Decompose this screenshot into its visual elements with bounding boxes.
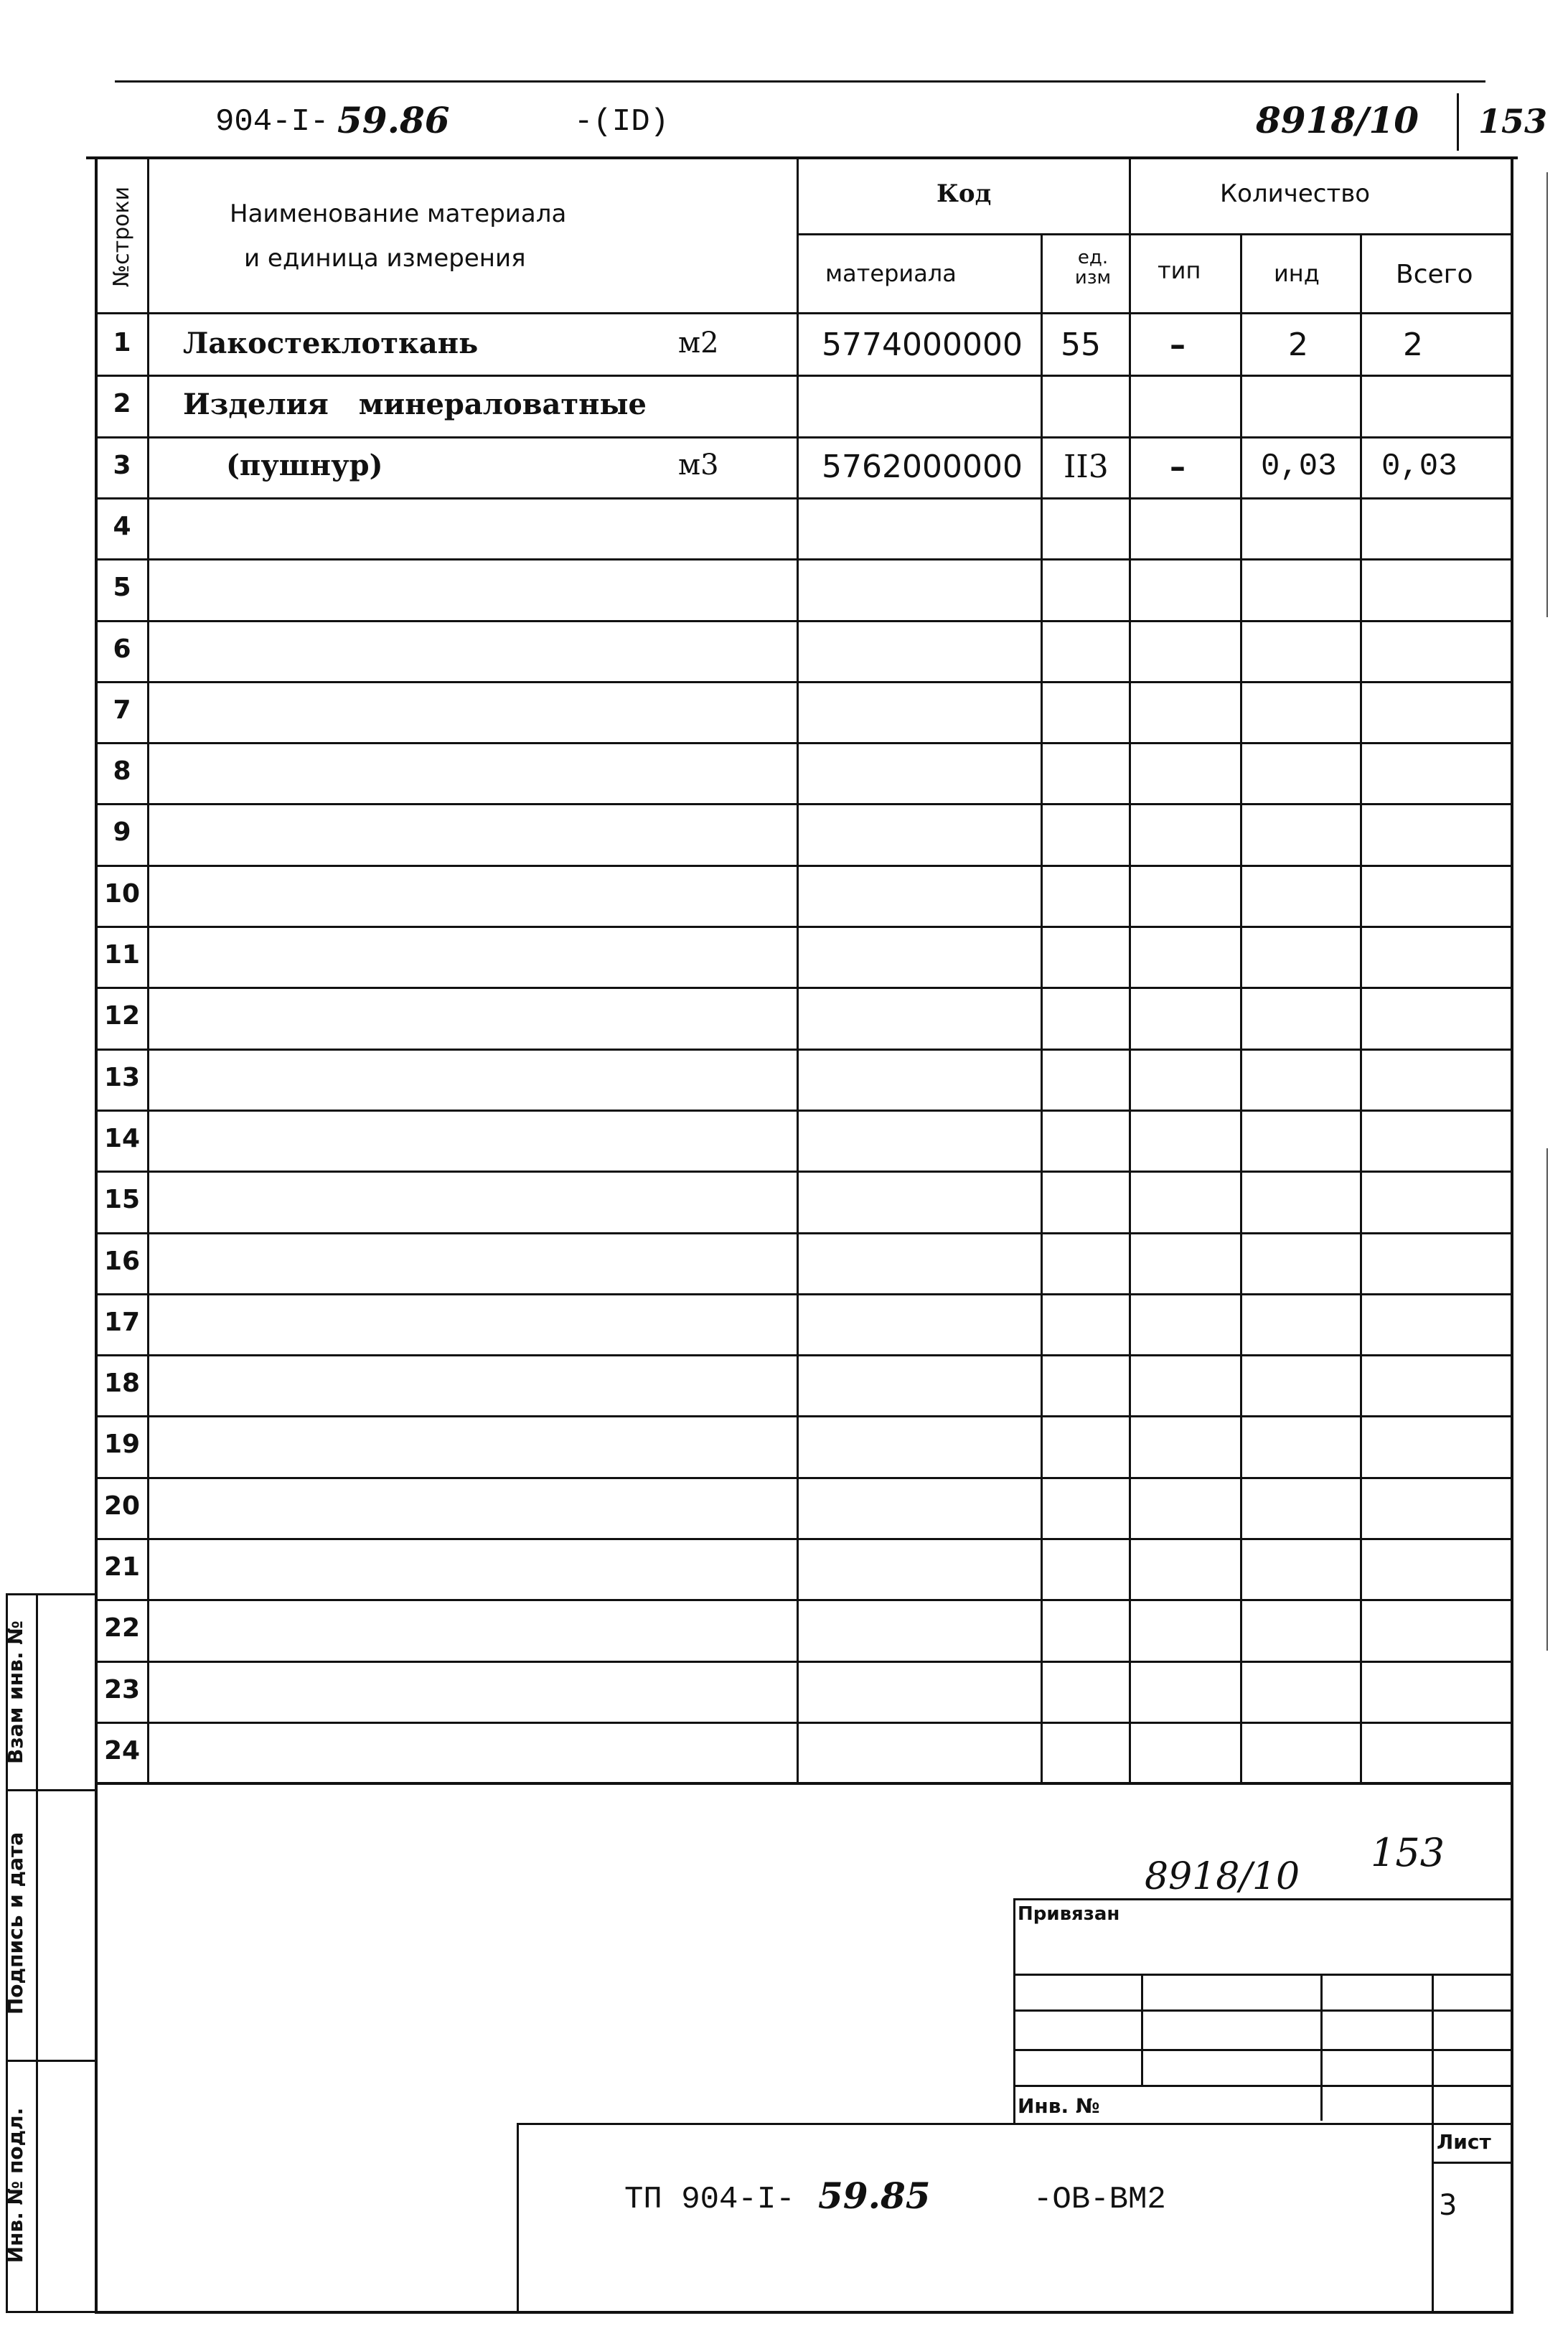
row-divider bbox=[95, 1232, 1511, 1234]
tb-main-left bbox=[517, 2123, 519, 2311]
row-divider bbox=[95, 375, 1511, 377]
row2-name: Изделия минераловатные bbox=[183, 388, 647, 421]
row1-code: 5774000000 bbox=[822, 327, 1023, 363]
row-divider bbox=[95, 803, 1511, 805]
row-number: 2 bbox=[113, 389, 131, 419]
row-number: 20 bbox=[103, 1491, 141, 1521]
col-line-code bbox=[1041, 233, 1043, 1782]
row1-type: – bbox=[1170, 327, 1186, 363]
row-number: 12 bbox=[103, 1001, 141, 1031]
doc-code-prefix: 904-I- bbox=[215, 104, 329, 140]
title-page-handwritten: 153 bbox=[1371, 1830, 1445, 1875]
row-number: 15 bbox=[103, 1185, 141, 1215]
row-number: 9 bbox=[113, 817, 131, 848]
frame-left-border bbox=[95, 156, 98, 2313]
page-number-handwritten: 153 bbox=[1478, 102, 1548, 141]
scan-edge-mark-bottom bbox=[1546, 1148, 1548, 1651]
tb-rule-1 bbox=[1013, 1974, 1511, 1976]
header-bottom-rule bbox=[95, 312, 1511, 314]
tb-rule-2 bbox=[1013, 2009, 1511, 2012]
doc-designation-handwritten: 59.85 bbox=[818, 2175, 931, 2217]
row-divider bbox=[95, 1171, 1511, 1173]
row-number: 23 bbox=[103, 1674, 141, 1704]
frame-bottom-border bbox=[95, 2311, 1513, 2314]
row-number: 16 bbox=[103, 1246, 141, 1276]
row-divider bbox=[95, 987, 1511, 989]
row-divider bbox=[95, 1477, 1511, 1479]
row-divider bbox=[95, 1722, 1511, 1724]
col-header-total: Всего bbox=[1396, 260, 1473, 289]
margin-bottom-rule bbox=[6, 2311, 97, 2313]
row-number: 8 bbox=[113, 756, 131, 787]
row-divider bbox=[95, 865, 1511, 867]
tb-rule-top bbox=[1013, 1898, 1511, 1900]
margin-vzam-inv: Взам инв. № bbox=[4, 1621, 27, 1764]
row-divider bbox=[95, 620, 1511, 622]
scan-edge-mark-top bbox=[1546, 172, 1548, 617]
doc-designation-prefix: ТП 904-I- bbox=[624, 2182, 795, 2218]
row-divider bbox=[95, 1415, 1511, 1417]
row-number: 22 bbox=[103, 1613, 141, 1643]
row-number: 13 bbox=[103, 1062, 141, 1092]
row-divider bbox=[95, 558, 1511, 561]
top-rule bbox=[115, 80, 1485, 83]
row-divider bbox=[95, 742, 1511, 744]
row3-unit-code: II3 bbox=[1064, 449, 1109, 485]
row1-total: 2 bbox=[1403, 327, 1423, 363]
row-number: 19 bbox=[103, 1430, 141, 1460]
row1-unit-code: 55 bbox=[1061, 327, 1101, 363]
row-number: 6 bbox=[113, 634, 131, 664]
row-number: 24 bbox=[103, 1735, 141, 1765]
row-number: 14 bbox=[103, 1123, 141, 1153]
row3-total: 0,03 bbox=[1381, 449, 1457, 484]
sheet-label: Лист bbox=[1437, 2130, 1491, 2154]
col-header-quantity: Количество bbox=[1220, 179, 1371, 208]
col-header-type: тип bbox=[1158, 257, 1201, 284]
sheet-number: 3 bbox=[1439, 2189, 1457, 2222]
row-divider bbox=[95, 1661, 1511, 1663]
tb-sheet-rule bbox=[1432, 2162, 1511, 2164]
row-number: 5 bbox=[113, 573, 131, 603]
tb-rule-3 bbox=[1013, 2049, 1511, 2051]
row-divider bbox=[95, 1049, 1511, 1051]
row3-ind: 0,03 bbox=[1261, 449, 1337, 484]
col-line-type bbox=[1240, 233, 1242, 1782]
doc-designation-suffix: -ОВ-ВМ2 bbox=[1033, 2182, 1166, 2218]
col-header-name-line2: и единица измерения bbox=[244, 244, 526, 273]
row3-unit: м3 bbox=[678, 449, 719, 482]
row3-name: (пушнур) bbox=[226, 449, 383, 482]
doc-suffix: -(ID) bbox=[574, 104, 670, 140]
row-divider bbox=[95, 681, 1511, 683]
title-inventory-handwritten: 8918/10 bbox=[1145, 1855, 1300, 1898]
col-header-ind: инд bbox=[1274, 260, 1320, 287]
inv-no-label: Инв. № bbox=[1018, 2094, 1100, 2118]
row-divider bbox=[95, 1293, 1511, 1295]
tb-col-3 bbox=[1432, 1974, 1434, 2311]
margin-rule-1 bbox=[6, 1789, 97, 1791]
row1-ind: 2 bbox=[1288, 327, 1308, 363]
row3-type: – bbox=[1170, 449, 1186, 485]
col-header-name-line1: Наименование материала bbox=[230, 200, 567, 228]
margin-sign-date: Подпись и дата bbox=[4, 1832, 27, 2015]
header-divider bbox=[1457, 93, 1459, 151]
col-header-material-code: материала bbox=[825, 260, 957, 287]
row1-unit: м2 bbox=[678, 327, 719, 360]
table-top-border bbox=[86, 156, 1518, 159]
row-divider bbox=[95, 926, 1511, 928]
col-header-unit-code: ед. изм bbox=[1074, 247, 1112, 289]
doc-code-handwritten: 59.86 bbox=[337, 99, 450, 141]
col-header-code: Код bbox=[936, 179, 992, 208]
margin-top-rule bbox=[6, 1593, 97, 1595]
tb-rule-4 bbox=[1013, 2085, 1511, 2087]
row-number: 10 bbox=[103, 878, 141, 909]
header-mid-rule bbox=[797, 233, 1511, 235]
privyazan-label: Привязан bbox=[1018, 1903, 1120, 1925]
row-number: 21 bbox=[103, 1552, 141, 1582]
row-number: 17 bbox=[103, 1307, 141, 1337]
row-divider bbox=[95, 1538, 1511, 1540]
col-line-ind bbox=[1360, 233, 1362, 1782]
row-number: 1 bbox=[113, 328, 131, 357]
row3-code: 5762000000 bbox=[822, 449, 1023, 485]
margin-inner-line bbox=[36, 1593, 38, 2311]
inventory-number-handwritten: 8918/10 bbox=[1256, 99, 1419, 141]
row-number: 7 bbox=[113, 695, 131, 725]
row1-name: Лакостеклоткань bbox=[183, 327, 479, 360]
tb-main-top bbox=[517, 2123, 1511, 2125]
tb-col-2 bbox=[1320, 1974, 1323, 2121]
frame-right-border bbox=[1511, 156, 1513, 2313]
row-divider bbox=[95, 1354, 1511, 1356]
row-divider bbox=[95, 436, 1511, 438]
margin-inv-podl: Инв. № подл. bbox=[4, 2107, 27, 2264]
row-divider bbox=[95, 1110, 1511, 1112]
margin-rule-2 bbox=[6, 2060, 97, 2062]
row-divider bbox=[95, 1599, 1511, 1601]
row-divider bbox=[95, 497, 1511, 500]
row-number: 18 bbox=[103, 1369, 141, 1399]
col-header-row-number: №строки bbox=[109, 186, 134, 288]
row-number: 3 bbox=[113, 450, 131, 480]
tb-col-1 bbox=[1141, 1974, 1143, 2085]
row-number: 4 bbox=[113, 511, 131, 541]
table-end-rule bbox=[95, 1782, 1511, 1784]
row-number: 11 bbox=[103, 940, 141, 970]
